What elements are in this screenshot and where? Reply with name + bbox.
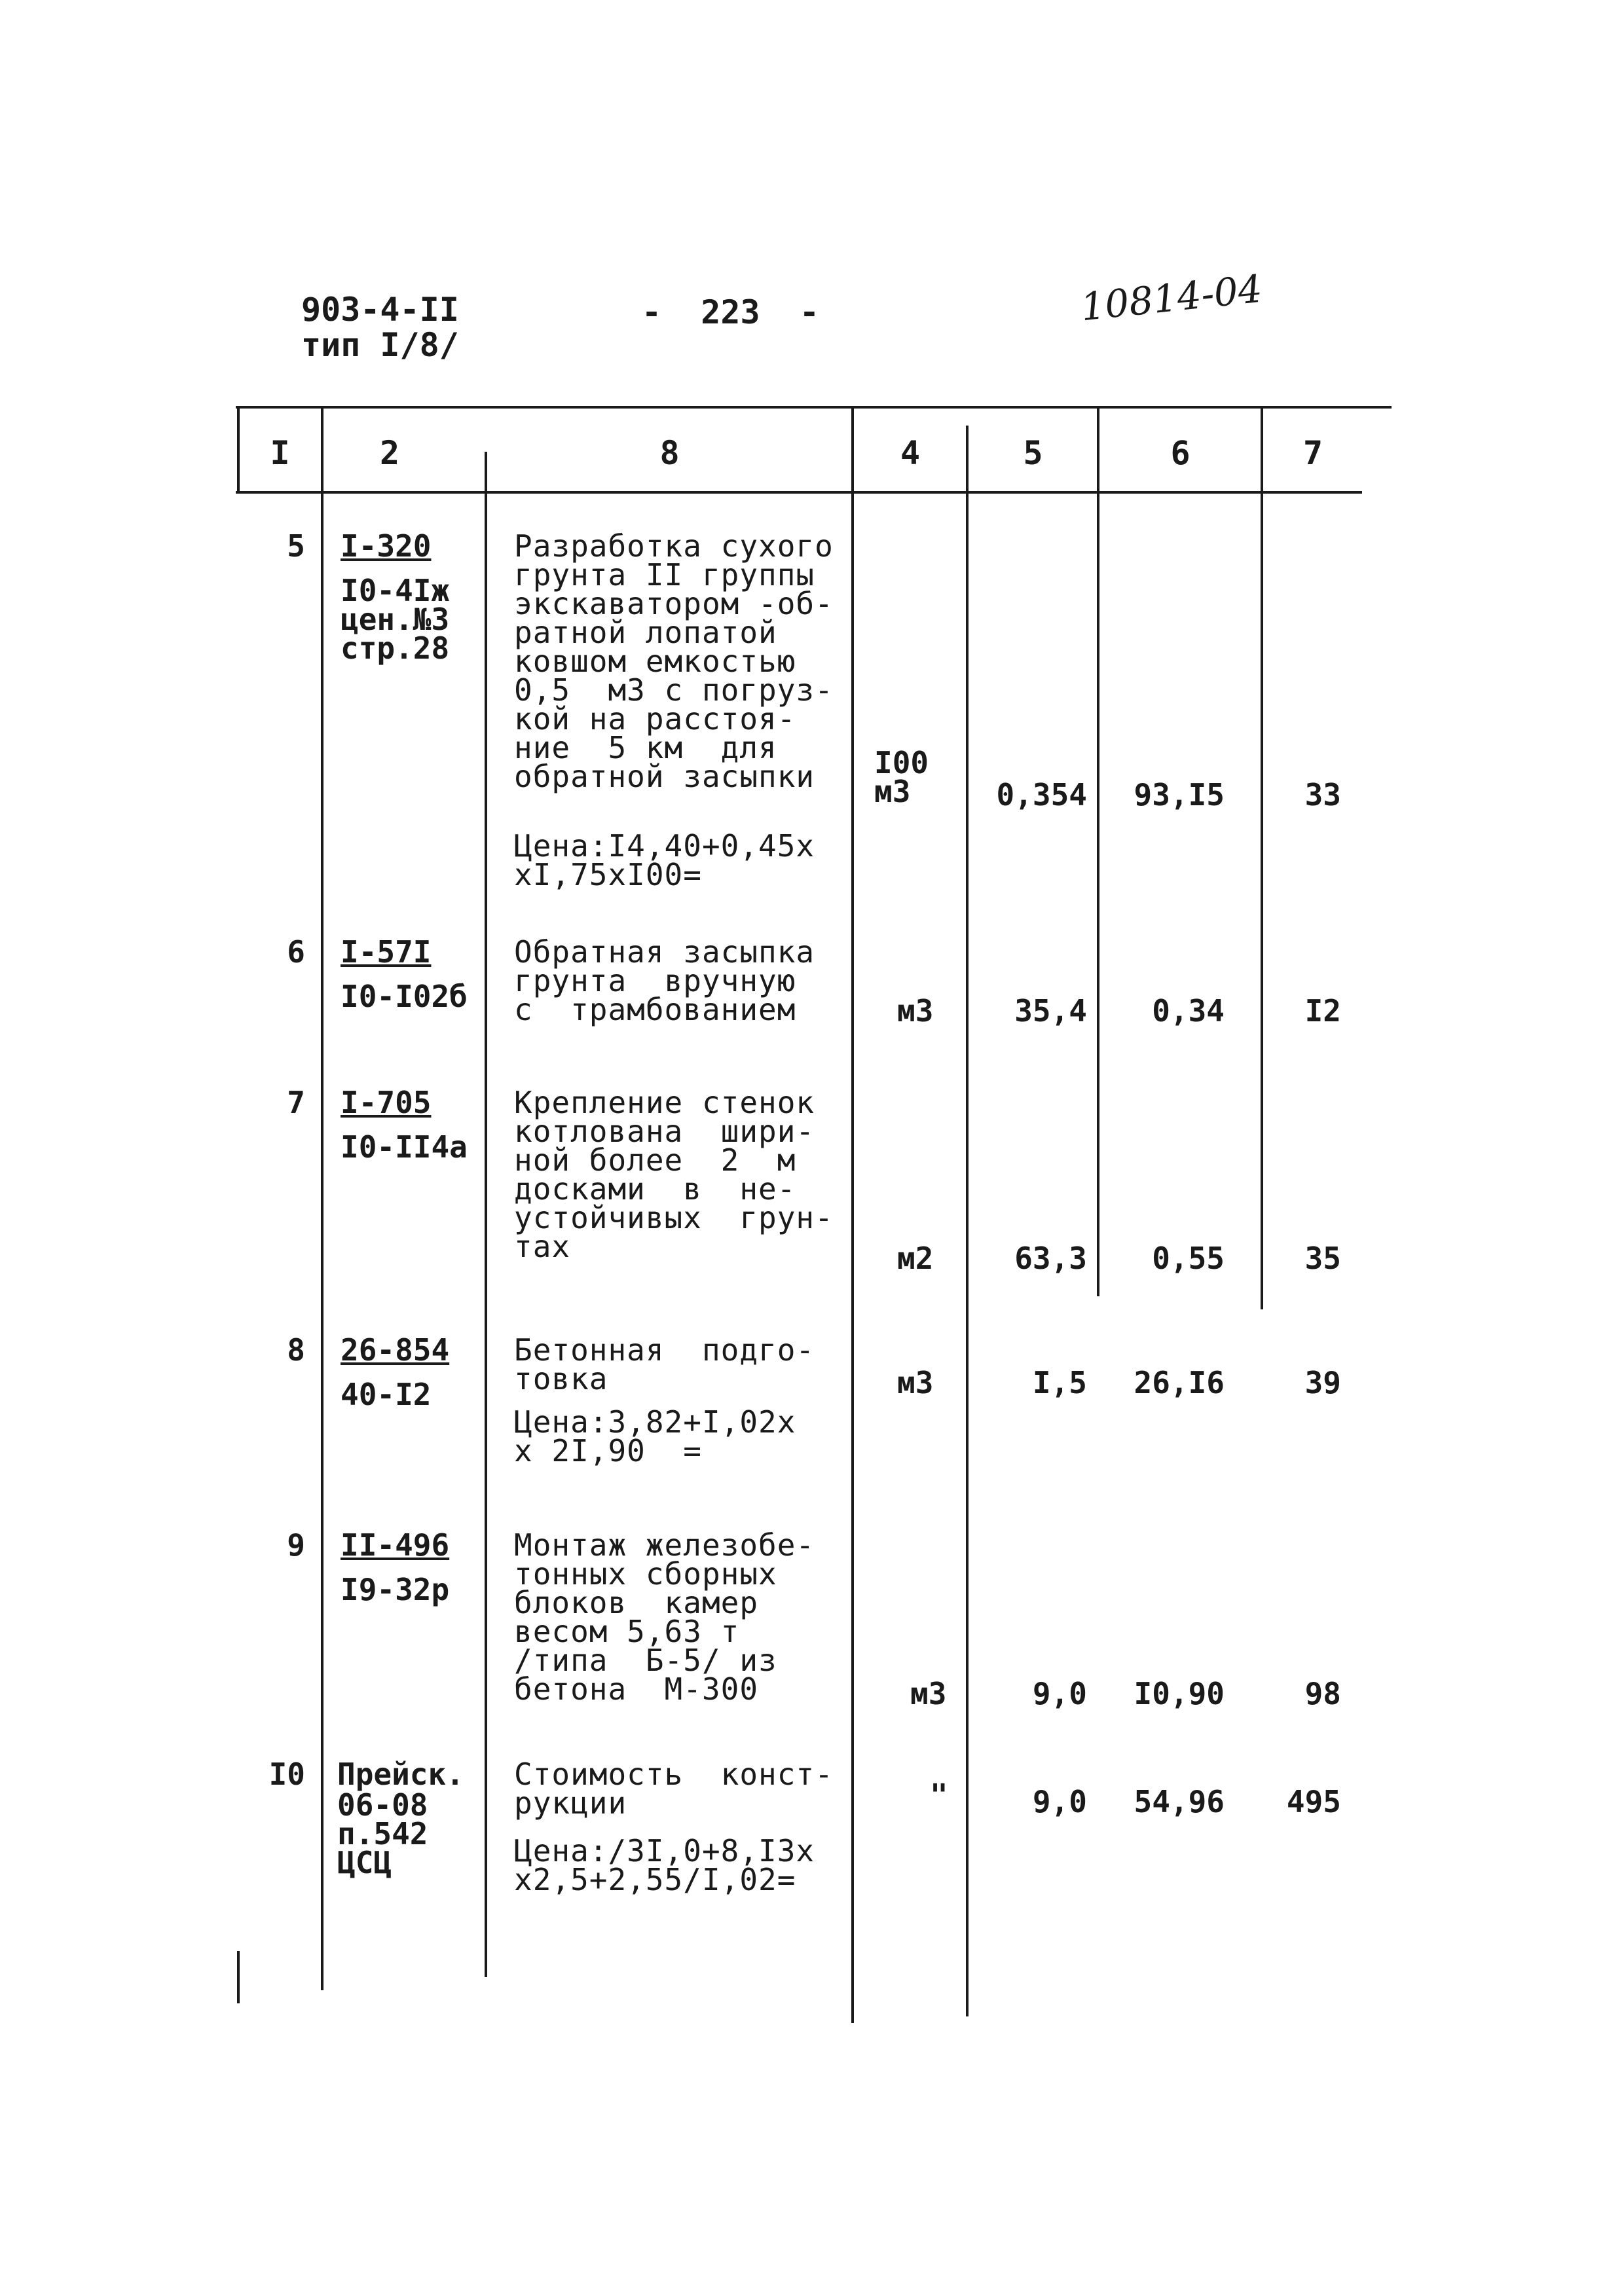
col-divider-4 [966,426,969,2016]
row-ref-details: I0-I02б [341,979,468,1014]
row-quantity: 35,4 [1014,993,1087,1029]
row-price-formula: Цена:/3I,0+8,I3х х2,5+2,55/I,02= [514,1833,815,1897]
row-ref-details: I0-II4а [341,1129,468,1165]
handwritten-code: 10814-04 [1079,266,1264,330]
row-ref-details: I9-32р [341,1572,450,1607]
row-description: Монтаж железобе- тонных сборных блоков камер весом 5,63 т /типа Б-5/ из бетона М-300 [514,1527,815,1707]
row-number: 6 [287,934,305,970]
row-quantity: 0,354 [996,777,1087,812]
row-number: 7 [287,1085,305,1120]
column-header-1: I [270,434,290,472]
row-unit: м3 [897,993,934,1029]
table-left-border-bottom [237,1951,240,2003]
page-number: - 223 - [642,293,819,331]
column-header-2: 2 [379,434,400,472]
table-top-rule [236,406,1392,409]
row-description: Крепление стенок котлована шири- ной более 2 м досками в не- устойчивых грун- тах [514,1085,834,1264]
row-unit-cost: I0,90 [1134,1676,1225,1711]
row-price-formula: Цена:3,82+I,02х х 2I,90 = [514,1404,796,1468]
row-total: 495 [1286,1784,1341,1819]
col-divider-5 [1097,406,1099,1296]
col-divider-1 [321,406,323,1990]
row-quantity: 9,0 [1032,1784,1087,1819]
row-description: Обратная засыпка грунта вручную с трамбованием [514,934,815,1027]
column-header-7: 7 [1302,434,1323,472]
row-unit-cost: 26,I6 [1134,1365,1225,1400]
row-unit-cost: 0,34 [1152,993,1225,1029]
row-ref-code: I-320 [341,528,432,564]
row-ref-code: II-496 [341,1527,450,1563]
row-description: Разработка сухого грунта II группы экскаватором -об- ратной лопатой ковшом емкостью 0,5 м3 с погруз- кой на расстоя- ние 5 км для обратной засыпки [514,528,834,794]
document-type: тип I/8/ [301,326,459,364]
row-quantity: I,5 [1032,1365,1087,1400]
row-quantity: 9,0 [1032,1676,1087,1711]
col-divider-2 [485,452,487,1977]
header-bottom-rule [236,491,1362,494]
row-total: 33 [1304,777,1341,812]
row-number: 8 [287,1332,305,1368]
row-ref-code: I-57I [341,934,432,970]
column-header-3: 8 [659,434,680,472]
row-ref-code: Прейск. [337,1757,464,1792]
row-description: Бетонная подго- товка [514,1332,815,1396]
row-unit-cost: 93,I5 [1134,777,1225,812]
row-unit-cost: 0,55 [1152,1241,1225,1276]
row-ref-code: 26-854 [341,1332,450,1368]
row-number: 5 [287,528,305,564]
row-total: 98 [1304,1676,1341,1711]
row-ref-details: I0-4Iж цен.№3 стр.28 [341,573,450,666]
column-header-6: 6 [1170,434,1190,472]
col-divider-3 [851,406,854,2023]
row-unit: м2 [897,1241,934,1276]
column-header-5: 5 [1023,434,1043,472]
row-description: Стоимость конст- рукции [514,1757,834,1821]
row-unit: I00 м3 [874,745,929,809]
row-unit: " [930,1777,948,1813]
row-unit: м3 [897,1365,934,1400]
row-number: 9 [287,1527,305,1563]
row-ref-code: I-705 [341,1085,432,1120]
row-total: 39 [1304,1365,1341,1400]
row-price-formula: Цена:I4,40+0,45х хI,75хI00= [514,828,815,892]
row-ref-details: 40-I2 [341,1377,432,1412]
row-unit-cost: 54,96 [1134,1784,1225,1819]
col-divider-6 [1261,406,1263,1309]
column-header-4: 4 [900,434,921,472]
row-total: 35 [1304,1241,1341,1276]
document-number: 903-4-II [301,291,459,329]
row-quantity: 63,3 [1014,1241,1087,1276]
row-unit: м3 [910,1676,947,1711]
row-number: I0 [268,1757,305,1792]
row-ref-details: 06-08 п.542 ЦСЦ [337,1787,428,1880]
row-total: I2 [1304,993,1341,1029]
